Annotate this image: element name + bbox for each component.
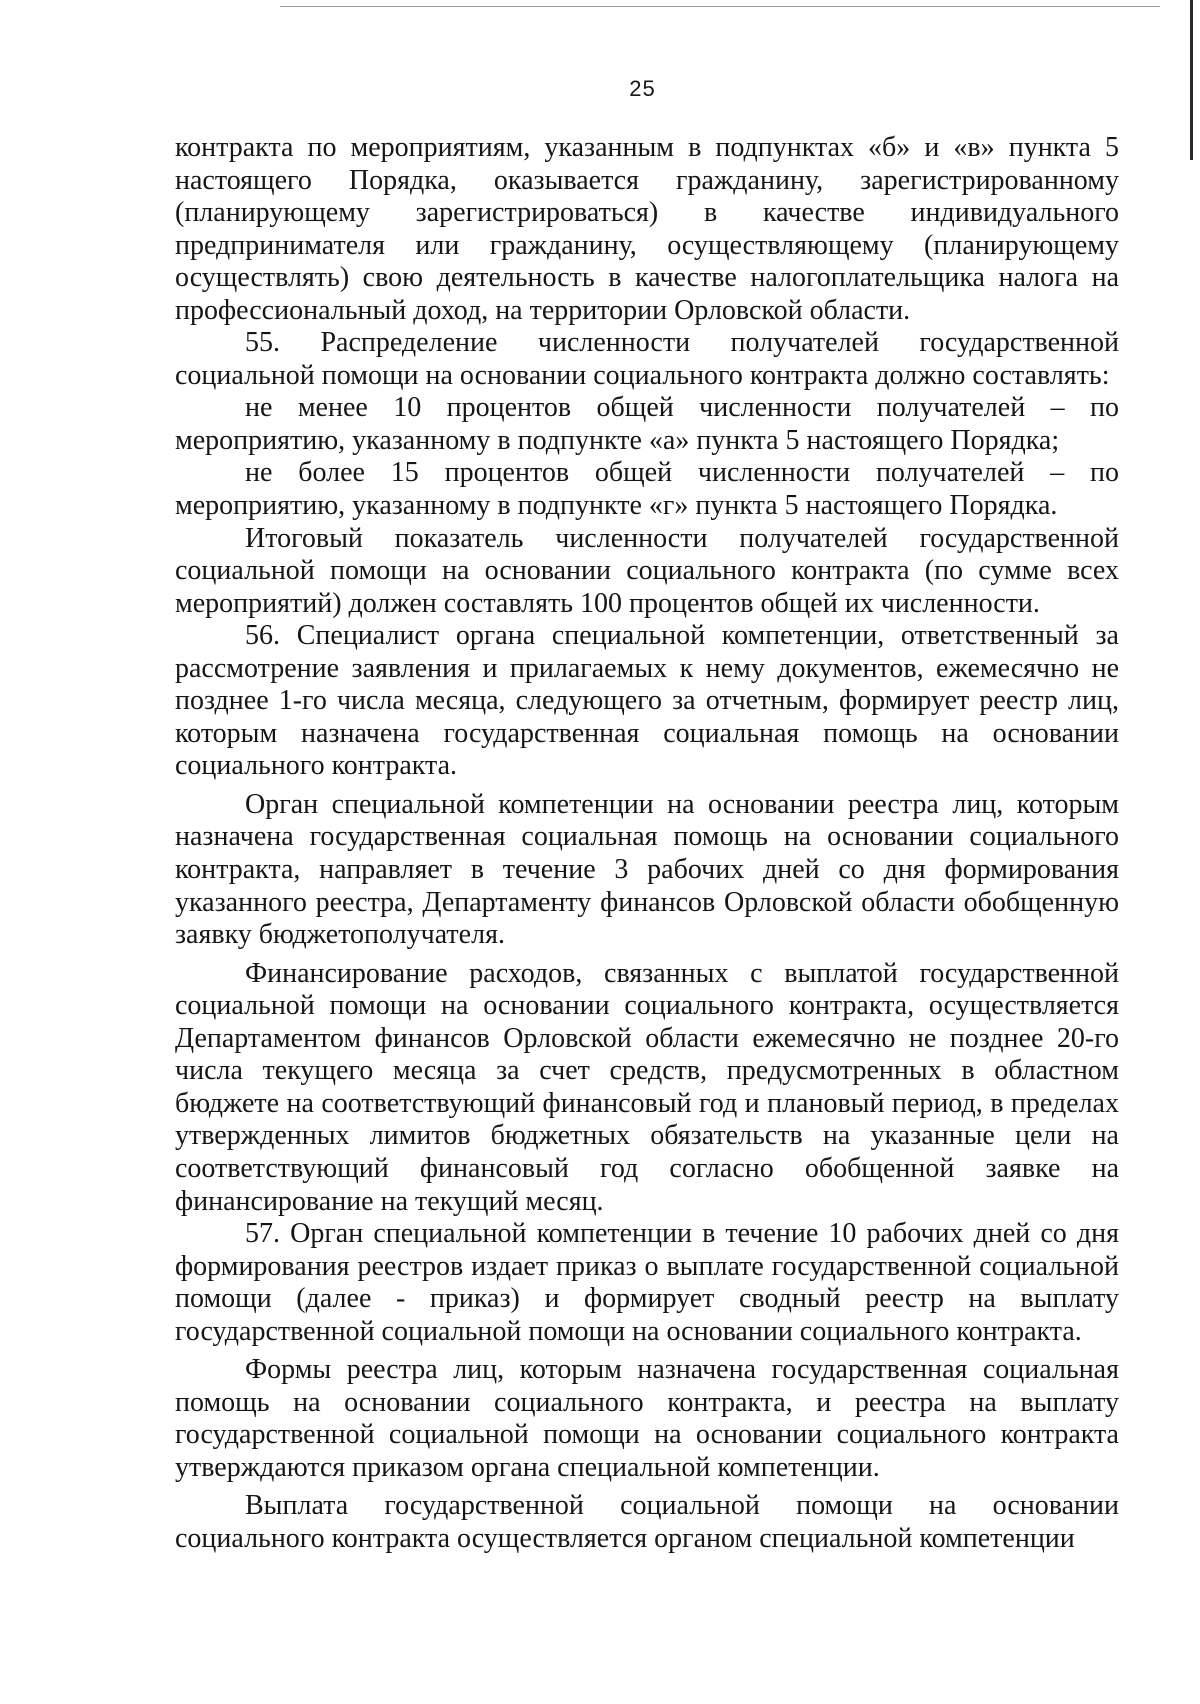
paragraph-total-indicator: Итоговый показатель численности получателей государственной социальной помощи на основании социального контракта (по сумме всех мероприятий) должен составлять 100 процентов общей их численности.	[175, 522, 1119, 619]
paragraph-continuation: контракта по мероприятиям, указанным в подпунктах «б» и «в» пункта 5 настоящего Порядка, оказывается гражданину, зарегистрированному (планирующему зарегистрироваться) в качестве индивидуального предпринимателя или гражданину, осуществляющему (планирующему осуществлять) свою деятельность в качестве налогоплательщика налога на профессиональный доход, на территории Орловской области.	[175, 132, 1119, 326]
paragraph-57: 57. Орган специальной компетенции в течение 10 рабочих дней со дня формирования реестров издает приказ о выплате государственной социальной помощи (далее - приказ) и формирует сводный реестр на выплату государственной социальной помощи на основании социального контракта.	[175, 1218, 1119, 1347]
paragraph-registry-forms: Формы реестра лиц, которым назначена государственная социальная помощь на основании социального контракта, и реестра на выплату государственной социальной помощи на основании социального контракта утверждаются приказом органа специальной компетенции.	[175, 1354, 1119, 1483]
page-number: 25	[629, 76, 656, 101]
paragraph-registry-submission: Орган специальной компетенции на основании реестра лиц, которым назначена государственная социальная помощь на основании социального контракта, направляет в течение 3 рабочих дней со дня формирования указанного реестра, Департаменту финансов Орловской области обобщенную заявку бюджетополучателя.	[175, 788, 1119, 951]
scan-edge-top	[280, 6, 1160, 7]
paragraph-not-more-15-percent: не более 15 процентов общей численности получателей – по мероприятию, указанному в подпункте «г» пункта 5 настоящего Порядка.	[175, 457, 1119, 522]
paragraph-financing: Финансирование расходов, связанных с выплатой государственной социальной помощи на основании социального контракта, осуществляется Департаментом финансов Орловской области ежемесячно не позднее 20-го числа текущего месяца за счет средств, предусмотренных в областном бюджете на соответствующий финансовый год и плановый период, в пределах утвержденных лимитов бюджетных обязательств на указанные цели на соответствующий финансовый год согласно обобщенной заявке на финансирование на текущий месяц.	[175, 957, 1119, 1217]
document-body	[175, 132, 1119, 1556]
paragraph-not-less-10-percent: не менее 10 процентов общей численности получателей – по мероприятию, указанному в подпункте «а» пункта 5 настоящего Порядка;	[175, 392, 1119, 456]
paragraph-56: 56. Специалист органа специальной компетенции, ответственный за рассмотрение заявления и прилагаемых к нему документов, ежемесячно не позднее 1-го числа месяца, следующего за отчетным, формирует реестр лиц, которым назначена государственная социальная помощь на основании социального контракта.	[175, 620, 1119, 782]
paragraph-payment: Выплата государственной социальной помощи на основании социального контракта осуществляется органом специальной компетенции	[175, 1490, 1119, 1554]
paragraph-55: 55. Распределение численности получателей государственной социальной помощи на основании социального контракта должно составлять:	[175, 327, 1119, 391]
